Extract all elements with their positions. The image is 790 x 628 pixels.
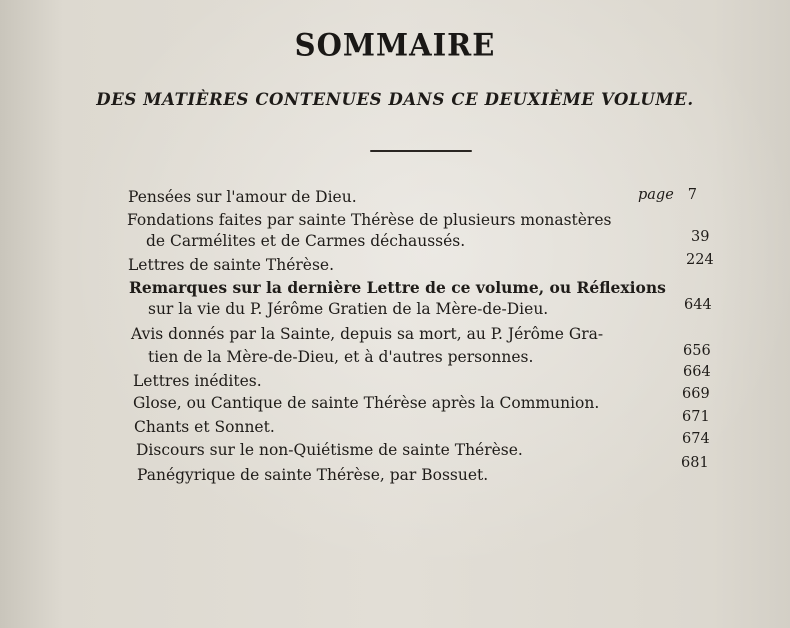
toc-entry-text: tien de la Mère-de-Dieu, et à d'autres personnes. [148, 348, 534, 366]
toc-page-number: 671 [682, 409, 710, 425]
toc-page-number: 656 [683, 343, 711, 359]
page-label: page [638, 187, 674, 203]
toc-entry-text: Pensées sur l'amour de Dieu. [128, 188, 357, 206]
toc-page-value: 7 [687, 187, 698, 203]
toc-page-number [638, 187, 697, 203]
page-title: SOMMAIRE [294, 27, 496, 63]
toc-entry-text: Glose, ou Cantique de sainte Thérèse après la Communion. [133, 394, 600, 412]
toc-page-number: 664 [683, 364, 711, 380]
toc-entry-text: sur la vie du P. Jérôme Gratien de la Mère-de-Dieu. [148, 300, 549, 318]
toc-page-number: 669 [682, 386, 710, 402]
toc-entry-text: Avis donnés par la Sainte, depuis sa mort, au P. Jérôme Gra- [131, 325, 604, 343]
toc-page-number: 224 [686, 252, 714, 268]
toc-page-number: 674 [682, 431, 710, 447]
page-subtitle: DES MATIÈRES CONTENUES DANS CE DEUXIÈME VOLUME. [96, 90, 694, 109]
toc-entry-text: Fondations faites par sainte Thérèse de plusieurs monastères [127, 211, 612, 229]
toc-entry-text: Discours sur le non-Quiétisme de sainte Thérèse. [136, 441, 523, 459]
toc-entry-text: Panégyrique de sainte Thérèse, par Bossuet. [137, 466, 489, 484]
toc-page-number: 39 [691, 229, 710, 245]
toc-entry-text: Remarques sur la dernière Lettre de ce volume, ou Réflexions [129, 278, 666, 297]
toc-entry-text: Chants et Sonnet. [134, 418, 275, 436]
toc-page-number: 644 [684, 297, 712, 313]
toc-page-number: 681 [681, 455, 709, 471]
toc-entry-text: Lettres de sainte Thérèse. [128, 256, 335, 274]
toc-entry-text: Lettres inédites. [133, 372, 262, 390]
toc-entry-text: de Carmélites et de Carmes déchaussés. [146, 232, 466, 250]
